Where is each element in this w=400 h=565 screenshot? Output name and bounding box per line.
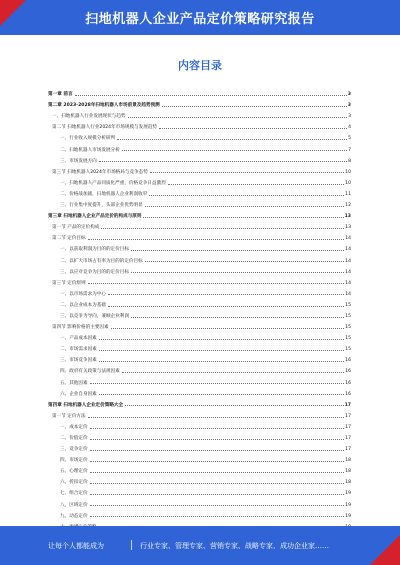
footer-slogan-left: 让每个人都能成为 (48, 542, 104, 550)
toc-leader-dots (99, 160, 347, 162)
toc-entry-page: 18 (345, 469, 351, 475)
toc-entry-label: 六、折扣定价 (60, 480, 88, 486)
toc-entry-page: 11 (345, 191, 351, 197)
toc-leader-dots (101, 227, 344, 229)
toc-entry-page: 3 (347, 103, 351, 109)
toc-entry[interactable] (48, 264, 351, 275)
toc-leader-dots (111, 327, 345, 329)
toc-entry[interactable] (48, 496, 351, 507)
toc-entry[interactable] (48, 297, 351, 308)
toc-entry-page: 10 (345, 169, 351, 175)
toc-entry[interactable] (48, 430, 351, 441)
toc-entry-page: 15 (345, 325, 351, 331)
toc-entry-label: 五、心理定价 (60, 469, 88, 475)
toc-entry-page: 8 (348, 158, 351, 164)
toc-entry[interactable] (48, 474, 351, 485)
toc-entry-label: 六、企业自身因素 (60, 391, 97, 397)
toc-entry[interactable] (48, 419, 351, 430)
toc-entry[interactable] (48, 386, 351, 397)
toc-entry-page: 17 (345, 436, 351, 441)
toc-entry-label: 一、行业收入规模分析研判 (60, 136, 116, 142)
toc-entry[interactable] (48, 230, 351, 241)
toc-entry-page: 18 (345, 480, 351, 486)
toc-leader-dots (125, 404, 343, 406)
toc-leader-dots (99, 338, 344, 340)
toc-entry[interactable] (48, 241, 351, 252)
footer-separator (131, 540, 132, 550)
toc-entry-label: 第二节 定价目标 (52, 236, 86, 242)
toc-entry[interactable] (48, 175, 351, 186)
toc-leader-dots (90, 449, 345, 451)
toc-entry-page: 4 (348, 125, 351, 131)
toc-entry-page: 19 (345, 502, 351, 508)
toc-title: 内容目录 (178, 59, 222, 72)
toc-leader-dots (88, 282, 345, 284)
toc-entry-label: 第二节 扫地机器人行业2024年市场规模与发展趋势 (52, 125, 158, 131)
toc-entry-page: 12 (345, 203, 351, 209)
toc-leader-dots (145, 260, 344, 262)
toc-entry[interactable] (48, 352, 351, 363)
toc-entry-label: 一、产品成本因素 (60, 336, 97, 342)
toc-entry[interactable] (48, 374, 351, 385)
toc-entry[interactable] (48, 286, 351, 297)
toc-entry-label: 第三节 扫地机器人2024年市场格局与竞争态势 (52, 169, 148, 175)
toc-entry[interactable] (48, 186, 351, 197)
toc-entry[interactable] (48, 508, 351, 519)
toc-entry-label: 三、以竞争为导向，兼顾企业利润 (60, 313, 129, 319)
toc-entry-label: 二、价值定价 (60, 436, 88, 441)
toc-entry-label: 五、其他因素 (60, 380, 88, 386)
toc-entry-page: 15 (345, 336, 351, 342)
toc-entry[interactable] (48, 219, 351, 230)
toc-entry-label: 二、市场需求因素 (60, 347, 97, 353)
toc-entry-page: 17 (345, 424, 351, 430)
toc-entry-page: 14 (345, 247, 351, 253)
toc-entry[interactable] (48, 164, 351, 175)
toc-leader-dots (150, 171, 344, 173)
toc-entry-label: 二、扫地机器人市场发展分析 (60, 147, 120, 153)
toc-list (48, 86, 351, 541)
toc-entry[interactable] (48, 97, 351, 108)
toc-leader-dots (90, 382, 345, 384)
toc-entry-label: 七、组合定价 (60, 491, 88, 497)
toc-entry[interactable] (48, 197, 351, 208)
toc-leader-dots (99, 360, 344, 362)
toc-entry-label: 第四章 扫地机器人企业定价策略大全 (48, 402, 124, 408)
toc-entry[interactable] (48, 441, 351, 452)
toc-entry-label: 一、扫地机器人产品同质化严重，价格竞争日益激烈 (60, 180, 166, 186)
toc-entry[interactable] (48, 363, 351, 374)
toc-leader-dots (90, 460, 345, 462)
toc-entry-label: 二、以扩大市场占有率为目的的定价目标 (60, 258, 143, 264)
toc-entry-page: 15 (345, 313, 351, 319)
toc-entry[interactable] (48, 86, 351, 97)
toc-entry-page: 17 (344, 402, 351, 408)
toc-entry-page: 19 (345, 491, 351, 497)
toc-leader-dots (99, 349, 344, 351)
toc-entry-label: 第三章 扫地机器人企业产品定价的构成与原则 (48, 214, 142, 220)
toc-entry[interactable] (48, 108, 351, 119)
toc-leader-dots (122, 371, 344, 373)
toc-entry-page: 15 (345, 302, 351, 308)
toc-entry[interactable] (48, 463, 351, 474)
toc-entry-page: 13 (344, 214, 351, 220)
toc-entry-label: 第二章 2023-2028年扫地机器人市场前景及趋势预测 (48, 103, 160, 109)
toc-entry-label: 第一节 定价方法 (52, 413, 86, 419)
toc-leader-dots (90, 515, 345, 517)
toc-leader-dots (108, 293, 344, 295)
toc-entry-page: 17 (345, 413, 351, 419)
toc-entry-label: 四、市场定价 (60, 458, 88, 464)
toc-entry[interactable] (48, 330, 351, 341)
toc-entry-page: 16 (345, 358, 351, 364)
toc-entry[interactable] (48, 252, 351, 263)
toc-entry[interactable] (48, 319, 351, 330)
toc-entry[interactable] (48, 452, 351, 463)
toc-entry-page: 3 (347, 92, 351, 98)
toc-entry-label: 八、区域定价 (60, 502, 88, 508)
toc-entry-page: 3 (348, 114, 351, 120)
footer-red-triangle (370, 535, 400, 565)
toc-entry-label: 三、以应对竞争为目的的定价目标 (60, 269, 129, 275)
toc-entry-label: 一、以获取利润为目的的定价目标 (60, 247, 129, 253)
toc-entry-label: 四、政府有关政策与法规因素 (60, 369, 120, 375)
toc-entry-page: 5 (348, 136, 351, 142)
toc-entry-page: 10 (345, 180, 351, 186)
toc-entry[interactable] (48, 275, 351, 286)
toc-leader-dots (90, 504, 345, 506)
toc-entry-page: 14 (345, 280, 351, 286)
toc-entry[interactable] (48, 308, 351, 319)
toc-entry-label: 第三节 定价原则 (52, 280, 86, 286)
toc-leader-dots (108, 305, 344, 307)
toc-entry-label: 第一章 前言 (48, 92, 73, 98)
toc-entry[interactable] (48, 485, 351, 496)
toc-entry-label: 二、价格战加剧，扫地机器人企业利润收窄 (60, 191, 148, 197)
toc-entry-page: 14 (345, 236, 351, 242)
toc-leader-dots (90, 471, 345, 473)
toc-entry[interactable] (48, 408, 351, 419)
toc-entry-page: 7 (348, 147, 351, 153)
toc-entry-label: 一、扫地机器人行业发展现状与趋势 (52, 114, 126, 120)
report-title: 扫地机器人企业产品定价策略研究报告 (85, 12, 315, 27)
toc-entry-page: 14 (345, 291, 351, 297)
toc-entry-page: 18 (345, 458, 351, 464)
toc-entry-label: 九、动态定价 (60, 513, 88, 519)
toc-leader-dots (145, 205, 344, 207)
toc-leader-dots (128, 116, 348, 118)
toc-leader-dots (117, 138, 347, 140)
toc-leader-dots (143, 216, 343, 218)
toc-entry-page: 14 (345, 269, 351, 275)
toc-entry-page: 16 (345, 391, 351, 397)
toc-leader-dots (90, 482, 345, 484)
toc-leader-dots (131, 316, 344, 318)
toc-entry-label: 三、市场竞争因素 (60, 358, 97, 364)
toc-leader-dots (99, 393, 344, 395)
toc-entry-label: 二、以企业成本为基础 (60, 302, 106, 308)
toc-leader-dots (90, 493, 345, 495)
toc-leader-dots (131, 271, 344, 273)
toc-leader-dots (159, 127, 347, 129)
toc-leader-dots (168, 183, 344, 185)
footer-slogan-right: 行业专家、管理专家、营销专家、战略专家、成功企业家…… (140, 542, 329, 550)
toc-entry-label: 第四节 影响价格的主要因素 (52, 325, 109, 331)
toc-leader-dots (122, 149, 347, 151)
toc-entry-page: 17 (345, 447, 351, 453)
toc-entry-label: 一、以市场需求为中心 (60, 291, 106, 297)
toc-entry[interactable] (48, 341, 351, 352)
toc-entry-page: 16 (345, 369, 351, 375)
toc-entry-label: 三、市场发展方向 (60, 158, 97, 164)
toc-leader-dots (90, 427, 345, 429)
toc-leader-dots (75, 94, 347, 96)
toc-leader-dots (88, 416, 345, 418)
toc-leader-dots (162, 105, 347, 107)
toc-entry-page: 13 (345, 225, 351, 231)
toc-leader-dots (131, 249, 344, 251)
toc-entry[interactable] (48, 119, 351, 130)
toc-entry-page: 14 (345, 258, 351, 264)
toc-entry[interactable] (48, 153, 351, 164)
toc-entry[interactable] (48, 208, 351, 219)
toc-entry-label: 三、竞争定价 (60, 447, 88, 453)
toc-entry-page: 16 (345, 380, 351, 386)
toc-entry-label: 一、成本定价 (60, 424, 88, 430)
toc-entry-page: 19 (345, 513, 351, 519)
toc-leader-dots (90, 438, 345, 440)
toc-entry[interactable] (48, 130, 351, 141)
toc-entry-label: 第一节 产品的定价构成 (52, 225, 100, 231)
toc-entry[interactable] (48, 397, 351, 408)
toc-entry[interactable] (48, 141, 351, 152)
toc-entry-page: 15 (345, 347, 351, 353)
toc-leader-dots (149, 194, 344, 196)
toc-entry-label: 三、行业集中度提升，头部企业优势明显 (60, 203, 143, 209)
toc-leader-dots (88, 238, 345, 240)
